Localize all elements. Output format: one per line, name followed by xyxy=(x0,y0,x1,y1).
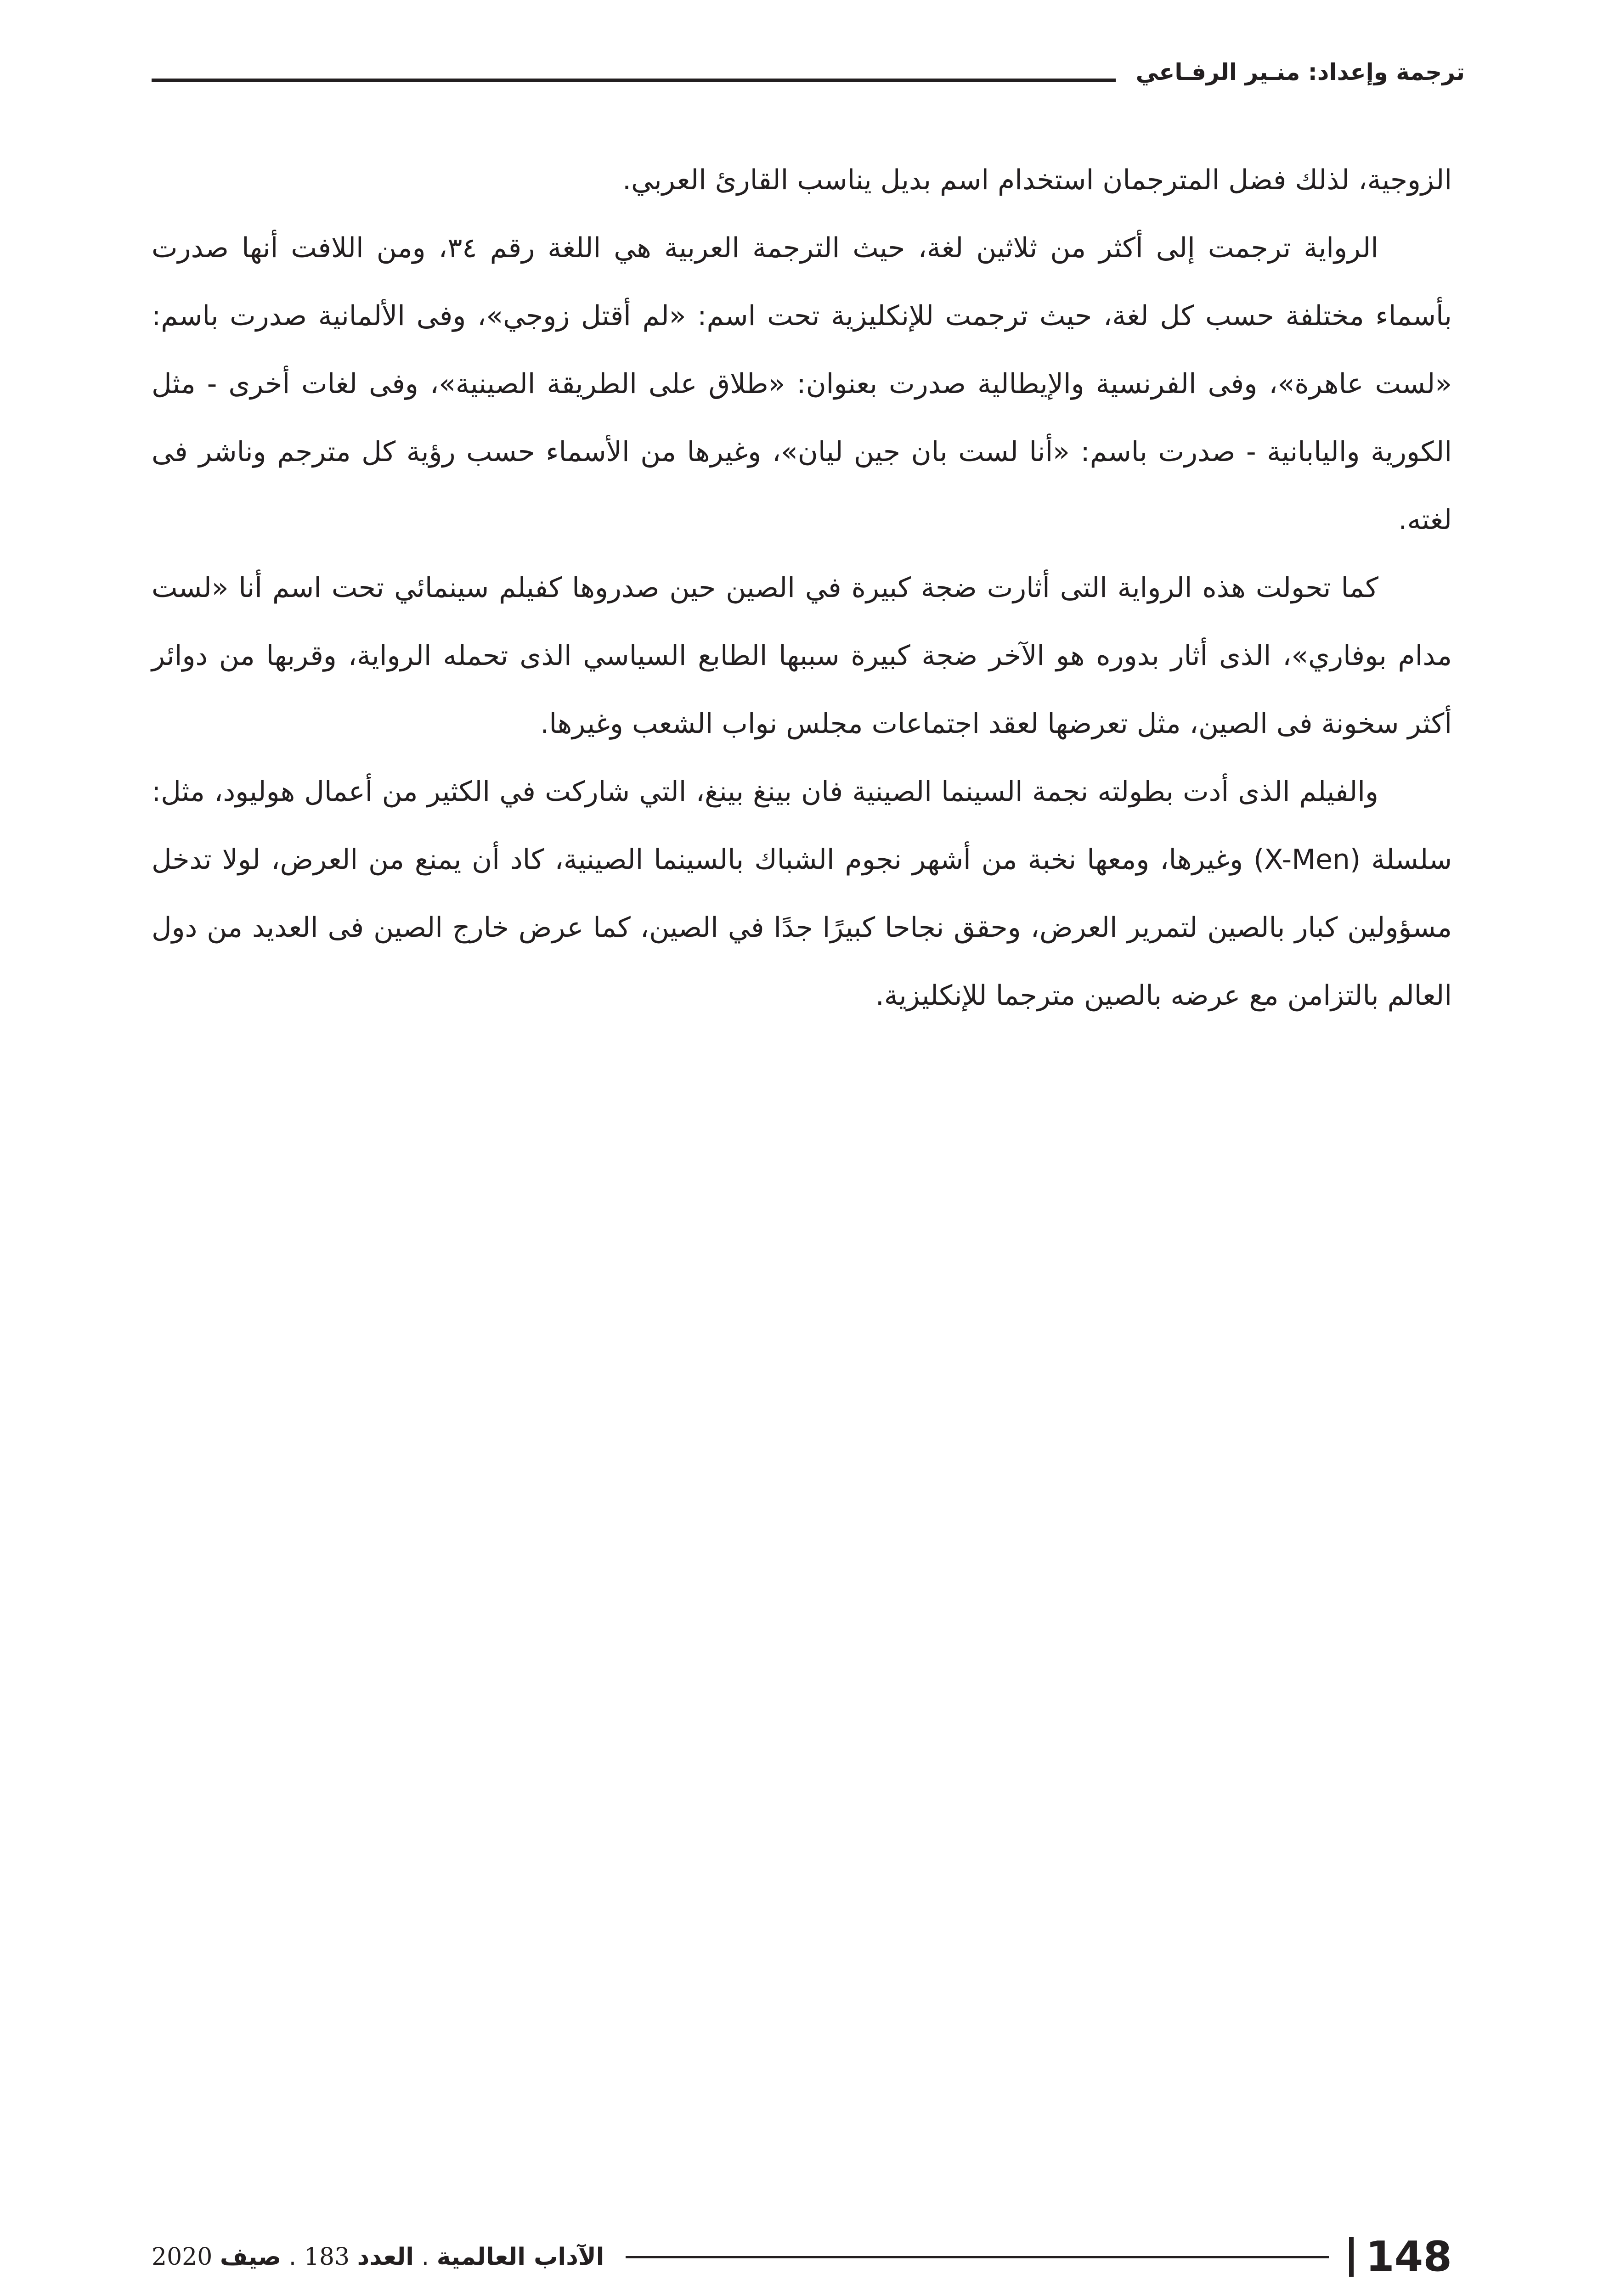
paragraph: الزوجية، لذلك فضل المترجمان استخدام اسم بديل يناسب القارئ العربي. xyxy=(622,164,1452,196)
season: صيف xyxy=(220,2243,282,2271)
journal-citation: الآداب العالمية . العدد 183 . صيف 2020 xyxy=(152,2243,604,2271)
issue-label: العدد xyxy=(357,2243,414,2271)
journal-name: الآداب العالمية xyxy=(436,2243,604,2271)
footer-rule xyxy=(626,2256,1329,2258)
paragraph: كما تحولت هذه الرواية التى أثارت ضجة كبيرة في الصين حين صدروها كفيلم سينمائي تحت اسم أنا «لست مدام بوفاري»، الذى أثار بدوره هو الآخر ضجة كبيرة سببها الطابع السياسي الذى تحمله الرواية، وقربها من دوائر أكثر سخونة فى الصين، مثل تعرضها لعقد اجتماعات مجلس نواب الشعب وغيرها. xyxy=(152,572,1452,740)
issue-number: 183 xyxy=(304,2243,350,2271)
article-body xyxy=(152,146,1452,1030)
page-number: 148 xyxy=(1366,2233,1452,2281)
running-header xyxy=(152,51,1465,93)
paragraph: والفيلم الذى أدت بطولته نجمة السينما الصينية فان بينغ بينغ، التي شاركت في الكثير من أعمال هوليود، مثل: سلسلة (X-Men) وغيرها، ومعها نخبة من أشهر نجوم الشباك بالسينما الصينية، كاد أن يمنع من العرض، لولا تدخل مسؤولين كبار بالصين لتمرير العرض، وحقق نجاحا كبيرًا جدًا في الصين، كما عرض خارج الصين فى العديد من دول العالم بالتزامن مع عرضه بالصين مترجما للإنكليزية. xyxy=(152,776,1452,1012)
paragraph: الرواية ترجمت إلى أكثر من ثلاثين لغة، حيث الترجمة العربية هي اللغة رقم ٣٤، ومن اللافت أنها صدرت بأسماء مختلفة حسب كل لغة، حيث ترجمت للإنكليزية تحت اسم: «لم أقتل زوجي»، وفى الألمانية صدرت باسم: «لست عاهرة»، وفى الفرنسية والإيطالية صدرت بعنوان: «طلاق على الطريقة الصينية»، وفى لغات أخرى - مثل الكورية واليابانية - صدرت باسم: «أنا لست بان جين ليان»، وغيرها من الأسماء حسب رؤية كل مترجم وناشر فى لغته. xyxy=(152,232,1452,536)
page-number-bar xyxy=(1349,2237,1354,2277)
year: 2020 xyxy=(152,2243,213,2271)
header-title: ترجمة وإعداد: منـير الرفـاعي xyxy=(1135,59,1465,85)
page-footer xyxy=(152,2229,1452,2285)
header-rule xyxy=(152,79,1116,82)
